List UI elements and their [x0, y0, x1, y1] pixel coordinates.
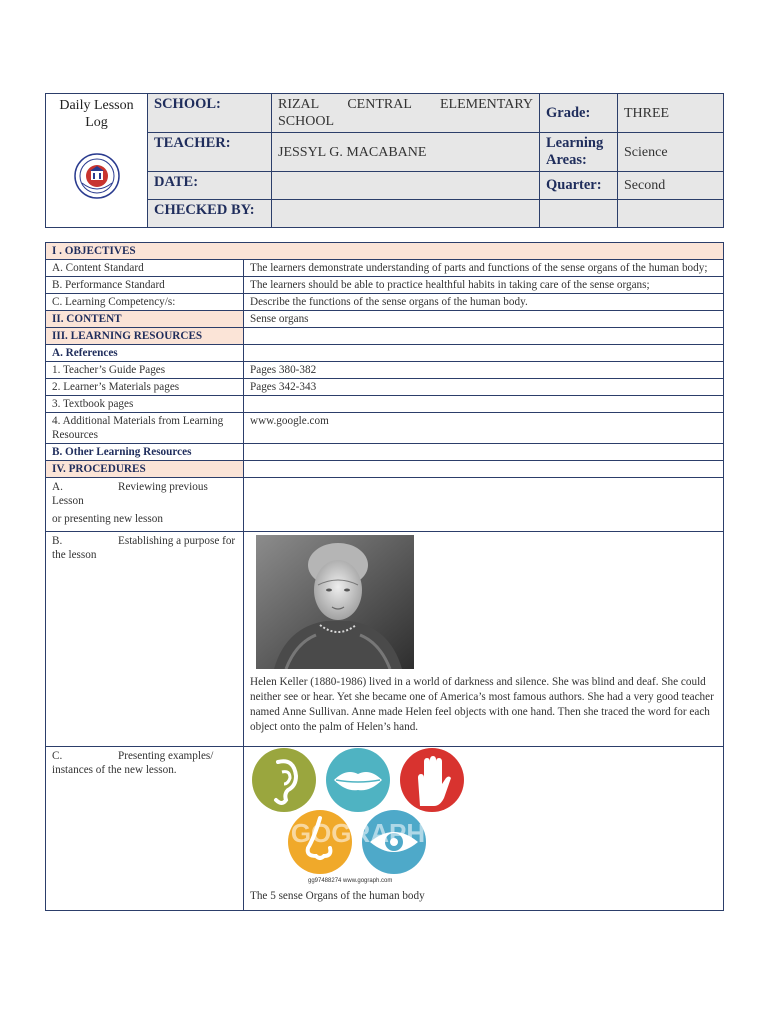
content-standard-value: The learners demonstrate understanding of parts and functions of the sense organs of the human body;	[244, 260, 724, 277]
quarter-label: Quarter:	[540, 172, 618, 200]
learning-areas-label: Learning Areas:	[540, 133, 618, 172]
empty-cell	[244, 444, 724, 461]
school-label: SCHOOL:	[148, 94, 272, 133]
performance-standard-value: The learners should be able to practice healthful habits in taking care of the sense organs;	[244, 277, 724, 294]
procedure-a-content	[244, 478, 724, 532]
deped-seal-icon	[74, 153, 120, 199]
additional-materials-value: www.google.com	[244, 413, 724, 444]
procedure-a-label: A. Reviewing previous Lesson or presenting new lesson	[46, 478, 244, 532]
learning-competency-label: C. Learning Competency/s:	[46, 294, 244, 311]
additional-materials-label: 4. Additional Materials from Learning Resources	[46, 413, 244, 444]
lesson-plan-table	[45, 242, 724, 911]
five-senses-illustration	[250, 748, 466, 876]
performance-standard-label: B. Performance Standard	[46, 277, 244, 294]
date-value	[272, 172, 540, 200]
references-label: A. References	[46, 345, 244, 362]
lesson-log-header	[45, 93, 724, 228]
procedures-heading: IV. PROCEDURES	[46, 461, 244, 478]
empty-cell	[244, 328, 724, 345]
empty-cell	[244, 345, 724, 362]
checked-by-label: CHECKED BY:	[148, 200, 272, 228]
grade-value: THREE	[618, 94, 724, 133]
textbook-label: 3. Textbook pages	[46, 396, 244, 413]
teachers-guide-label: 1. Teacher’s Guide Pages	[46, 362, 244, 379]
empty-cell	[244, 461, 724, 478]
teacher-value: JESSYL G. MACABANE	[272, 133, 540, 172]
senses-caption: The 5 sense Organs of the human body	[250, 890, 425, 902]
objectives-heading: I . OBJECTIVES	[46, 243, 724, 260]
helen-keller-photo	[256, 535, 414, 669]
learners-materials-label: 2. Learner’s Materials pages	[46, 379, 244, 396]
empty-cell	[540, 200, 618, 228]
content-value: Sense organs	[244, 311, 724, 328]
image-credit: gg97488274 www.gograph.com	[308, 878, 393, 884]
content-standard-label: A. Content Standard	[46, 260, 244, 277]
log-title: Daily Lesson Log	[59, 98, 134, 130]
content-heading: II. CONTENT	[46, 311, 244, 328]
grade-label: Grade:	[540, 94, 618, 133]
procedure-b-content	[244, 532, 724, 747]
date-label: DATE:	[148, 172, 272, 200]
checked-by-value	[272, 200, 540, 228]
gograph-watermark: GOGRAPH	[290, 818, 426, 848]
procedure-c-label: C. Presenting examples/ instances of the new lesson.	[46, 747, 244, 911]
logo-cell	[46, 94, 148, 228]
helen-keller-story: Helen Keller (1880-1986) lived in a world of darkness and silence. She was blind and deaf. She could neither see or hear. Yet she became one of America’s most famous authors. She had a very good teacher named Anne Sullivan. Anne made Helen feel objects with one hand. Then she traced the word for each object onto the palm of Helen’s hand.	[250, 676, 714, 733]
quarter-value: Second	[618, 172, 724, 200]
learning-areas-value: Science	[618, 133, 724, 172]
learners-materials-value: Pages 342-343	[244, 379, 724, 396]
resources-heading: III. LEARNING RESOURCES	[46, 328, 244, 345]
teachers-guide-value: Pages 380-382	[244, 362, 724, 379]
textbook-value	[244, 396, 724, 413]
learning-competency-value: Describe the functions of the sense organs of the human body.	[244, 294, 724, 311]
procedure-c-content	[244, 747, 724, 911]
school-value: RIZAL CENTRAL ELEMENTARY SCHOOL	[272, 94, 540, 133]
other-resources-label: B. Other Learning Resources	[46, 444, 244, 461]
teacher-label: TEACHER:	[148, 133, 272, 172]
empty-cell	[618, 200, 724, 228]
procedure-b-label: B. Establishing a purpose for the lesson	[46, 532, 244, 747]
